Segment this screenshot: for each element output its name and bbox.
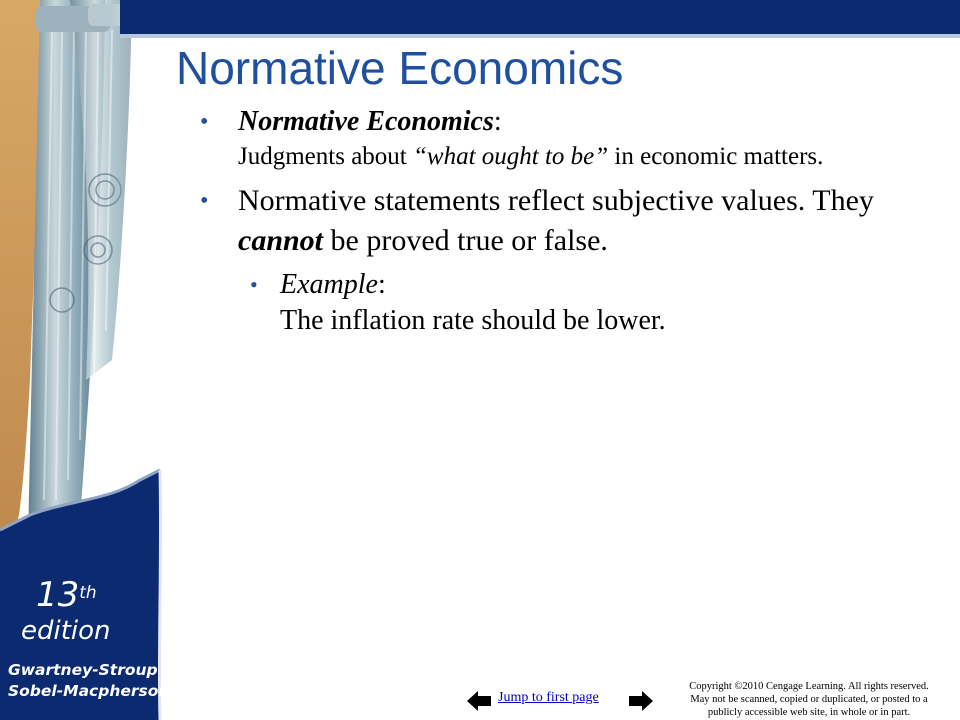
definition-term: Normative Economics bbox=[238, 106, 494, 137]
example-text: The inflation rate should be lower. bbox=[280, 305, 666, 336]
edition-suffix: th bbox=[79, 583, 97, 603]
copyright-line-1: Copyright ©2010 Cengage Learning. All rights reserved. bbox=[689, 681, 929, 692]
example-label: Example bbox=[280, 269, 378, 300]
definition-colon: : bbox=[493, 106, 502, 137]
sub-bullet-example bbox=[250, 267, 920, 339]
definition-text: Judgments about “what ought to be” in economic matters. bbox=[238, 143, 824, 170]
copyright-line-3: publicly accessible web site, in whole or in part. bbox=[707, 707, 911, 718]
slide-body bbox=[200, 104, 920, 339]
next-arrow-icon[interactable] bbox=[628, 689, 654, 713]
example-heading: Example: bbox=[280, 269, 386, 300]
jump-to-first-page-link[interactable]: Jump to first page bbox=[498, 690, 599, 705]
copyright-notice bbox=[662, 680, 956, 719]
header-band-edge bbox=[120, 34, 960, 38]
bullet-definition bbox=[200, 104, 920, 173]
edition-number: 13th bbox=[36, 575, 97, 615]
header-band bbox=[120, 0, 960, 34]
bullet-dot: • bbox=[250, 272, 258, 297]
emphasis-cannot: cannot bbox=[238, 224, 324, 257]
authors bbox=[8, 660, 169, 702]
bullet-statements: • Normative statements reflect subjective values. They cannot be proved true or false. bbox=[200, 181, 920, 261]
definition-quote: “what ought to be” bbox=[413, 143, 609, 170]
bullet-dot: • bbox=[200, 188, 209, 214]
bullet-dot: • bbox=[200, 109, 209, 135]
author-line-1: Gwartney-Stroup bbox=[8, 661, 158, 679]
column-collage-image bbox=[0, 0, 175, 720]
slide-title: Normative Economics bbox=[176, 42, 624, 94]
edition-label: edition bbox=[21, 616, 111, 646]
sidebar-artwork bbox=[0, 0, 175, 720]
copyright-line-2: May not be scanned, copied or duplicated, or posted to a bbox=[690, 694, 928, 705]
definition-heading bbox=[238, 104, 920, 140]
prev-arrow-icon[interactable] bbox=[466, 689, 492, 713]
author-line-2: Sobel-Macpherson bbox=[8, 682, 170, 700]
